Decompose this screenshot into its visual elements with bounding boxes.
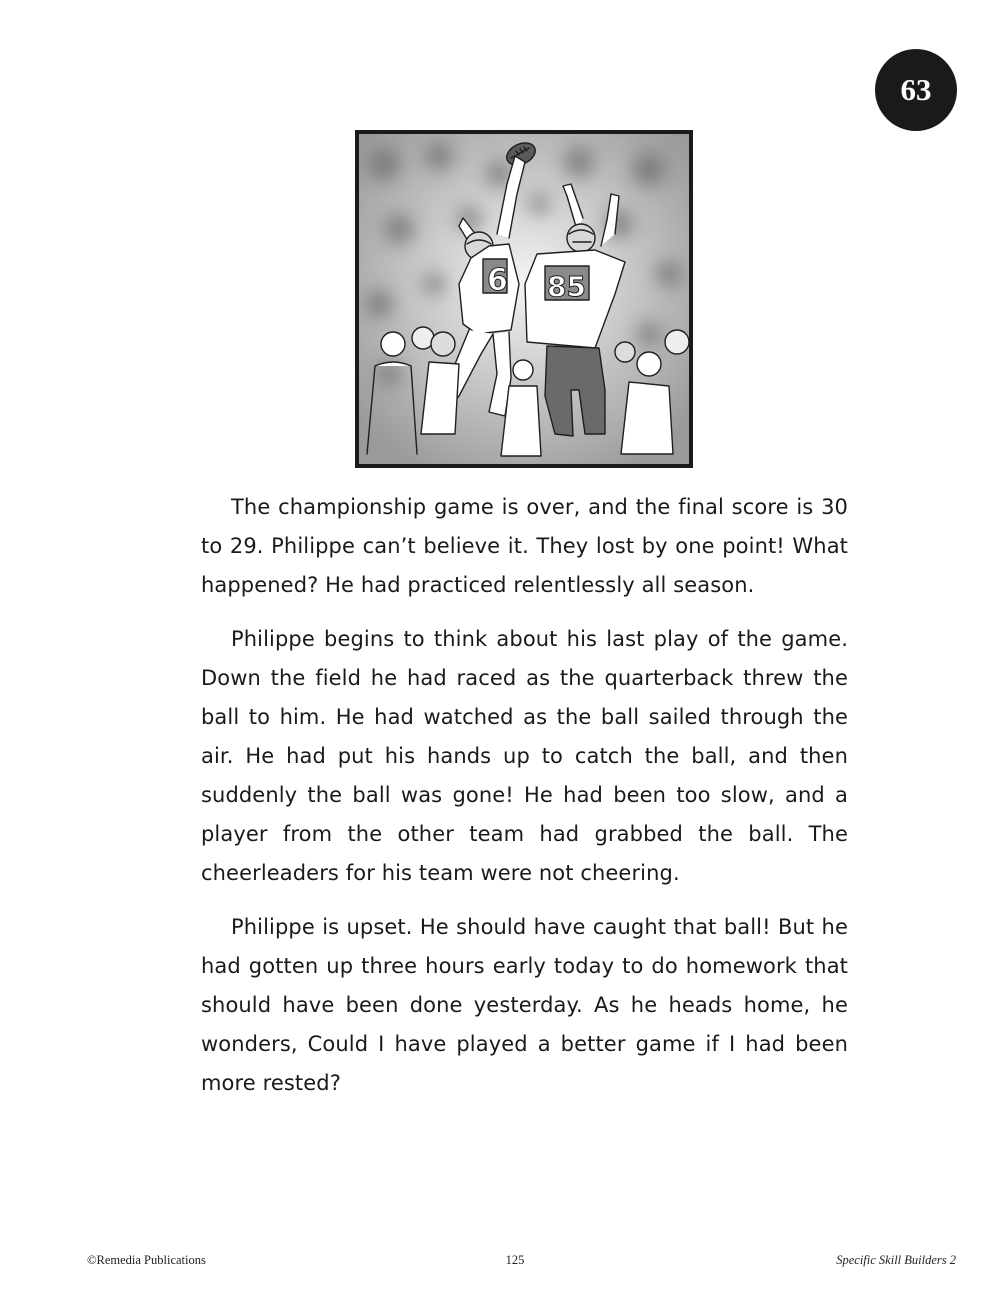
football-illustration [355,130,693,468]
story-paragraph-1: The championship game is over, and the final score is 30 to 29. Philippe can’t believe it. They lost by one point! What happened? He had practiced relentlessly all season. [201,495,848,597]
footer-page-number: 125 [505,1253,525,1267]
footer-book-title: Specific Skill Builders 2 [836,1253,956,1267]
footer-publisher: ©Remedia Publications [87,1253,206,1267]
jersey-number-85: 85 [547,270,586,303]
football-catch-drawing [359,134,689,464]
page-number-badge [875,49,957,131]
page-number: 63 [900,72,932,107]
jersey-number-6: 6 [487,263,508,298]
story-paragraph-3: Philippe is upset. He should have caught that ball! But he had gotten up three hours early today to do homework that should have been done yesterday. As he heads home, he wonders, Could I have played a better game if I had been more rested? [201,915,848,1095]
story-paragraph-2: Philippe begins to think about his last play of the game. Down the field he had raced as the quarterback threw the ball to him. He had watched as the ball sailed through the air. He had put his hands up to catch the ball, and then suddenly the ball was gone! He had been too slow, and a player from the other team had grabbed the ball. The cheerleaders for his team were not cheering. [201,627,848,885]
story-text [201,488,848,1118]
